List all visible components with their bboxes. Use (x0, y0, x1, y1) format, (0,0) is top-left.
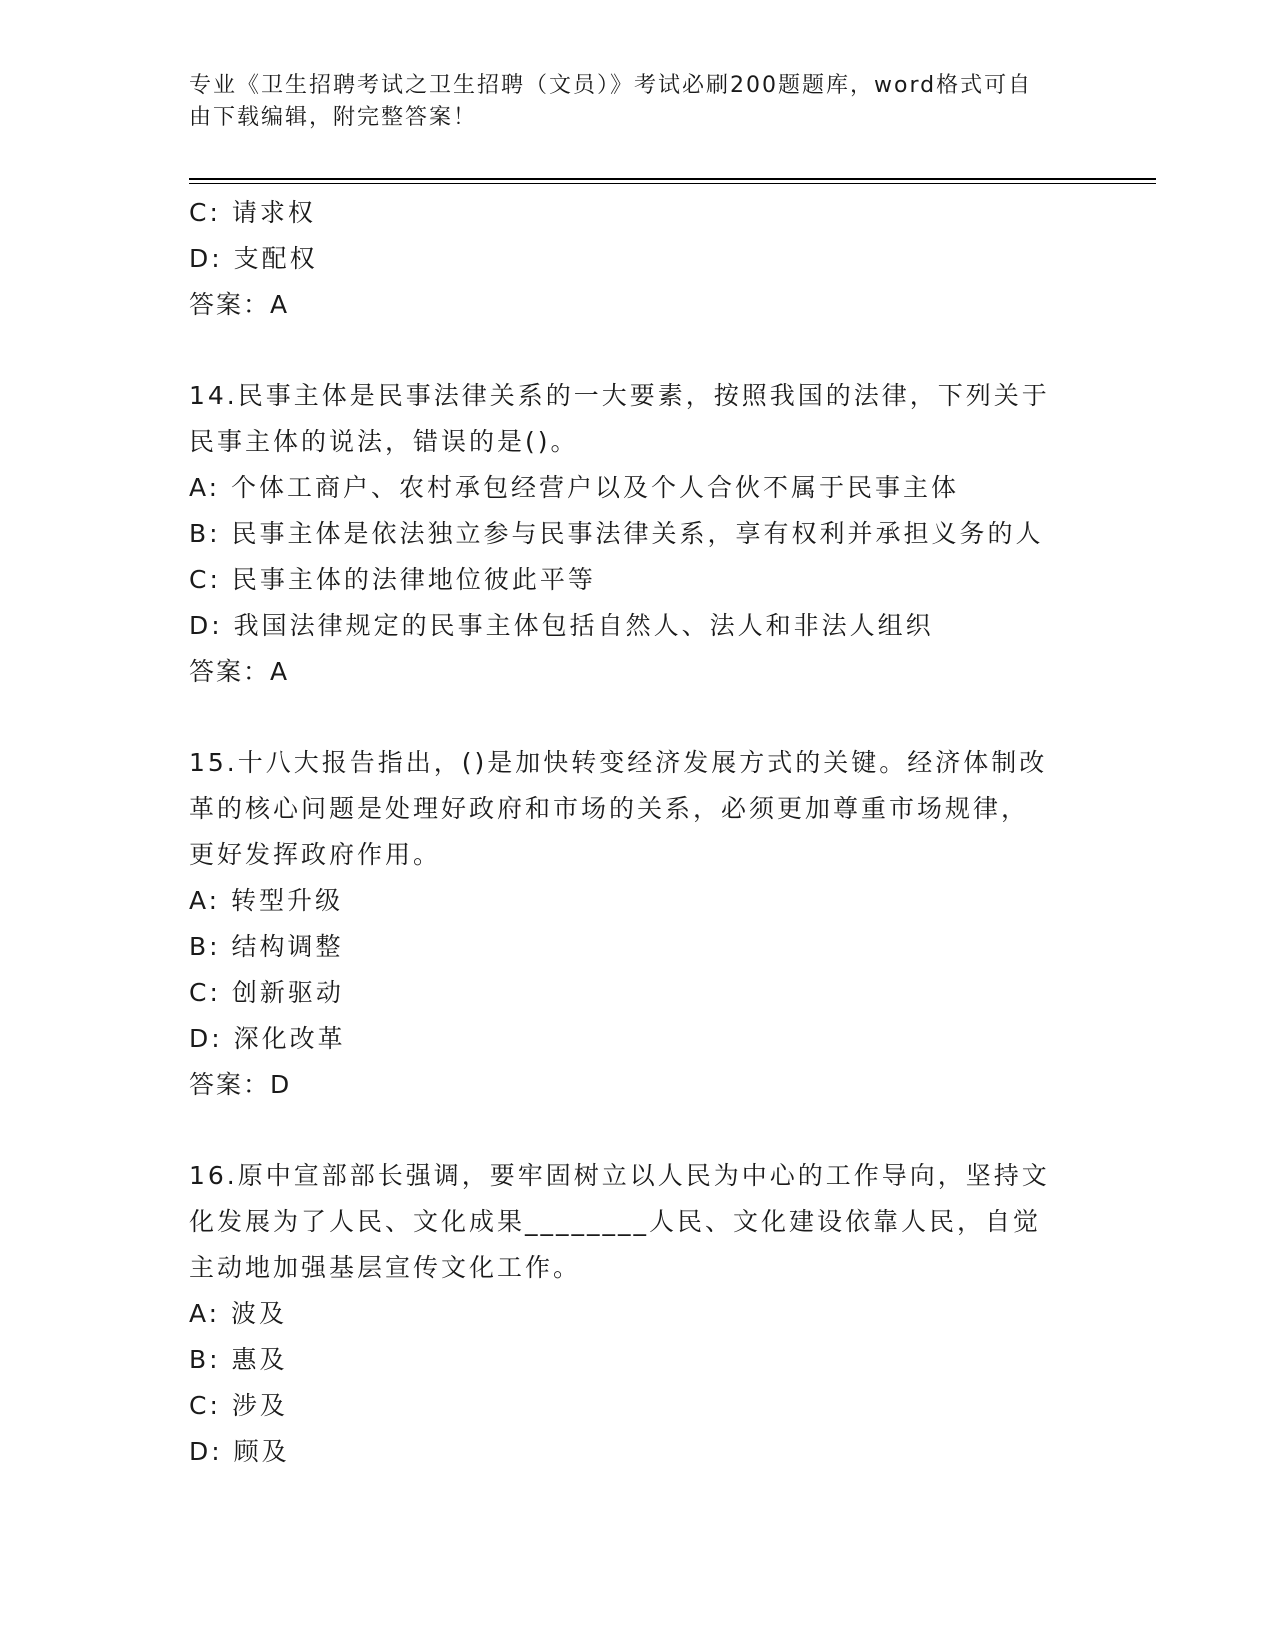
option-a: A: 个体工商户、农村承包经营户以及个人合伙不属于民事主体 (189, 473, 960, 502)
header-rule-thin (189, 183, 1156, 184)
spacer (189, 695, 1089, 740)
option-b: B: 惠及 (189, 1345, 288, 1374)
question-text-line: 16.原中宣部部长强调，要牢固树立以人民为中心的工作导向，坚持文 (189, 1161, 1050, 1190)
option-a: A: 转型升级 (189, 886, 344, 915)
option-c: C: 请求权 (189, 198, 316, 227)
question-text-line: 更好发挥政府作用。 (189, 840, 442, 869)
option-d: D: 我国法律规定的民事主体包括自然人、法人和非法人组织 (189, 611, 934, 640)
option-b: B: 民事主体是依法独立参与民事法律关系，享有权利并承担义务的人 (189, 519, 1044, 548)
question-16 (189, 1153, 1089, 1475)
option-c: C: 涉及 (189, 1391, 288, 1420)
header-title-line-2: 由下载编辑，附完整答案！ (189, 105, 478, 130)
answer-line: 答案：A (189, 290, 290, 319)
header-rule-thick (189, 178, 1156, 180)
option-a: A: 波及 (189, 1299, 288, 1328)
spacer (189, 328, 1089, 373)
option-d: D: 顾及 (189, 1437, 290, 1466)
header-title-line-1: 专业《卫生招聘考试之卫生招聘（文员）》考试必刷200题题库，word格式可自 (189, 73, 1033, 98)
option-c: C: 创新驱动 (189, 978, 344, 1007)
answer-line: 答案：D (189, 1070, 292, 1099)
question-14 (189, 373, 1089, 695)
question-text-line: 革的核心问题是处理好政府和市场的关系，必须更加尊重市场规律， (189, 794, 1030, 823)
option-d: D: 支配权 (189, 244, 318, 273)
option-c: C: 民事主体的法律地位彼此平等 (189, 565, 596, 594)
answer-line: 答案：A (189, 657, 290, 686)
option-b: B: 结构调整 (189, 932, 344, 961)
question-15 (189, 740, 1089, 1108)
question-text-line: 化发展为了人民、文化成果________人民、文化建设依靠人民，自觉 (189, 1207, 1042, 1236)
document-header (189, 70, 1069, 134)
spacer (189, 1108, 1089, 1153)
question-text-line: 民事主体的说法，错误的是()。 (189, 427, 579, 456)
question-text-line: 主动地加强基层宣传文化工作。 (189, 1253, 582, 1282)
question-content (189, 190, 1089, 1475)
question-text-line: 15.十八大报告指出，()是加快转变经济发展方式的关键。经济体制改 (189, 748, 1048, 777)
question-text-line: 14.民事主体是民事法律关系的一大要素，按照我国的法律，下列关于 (189, 381, 1050, 410)
prev-question-block (189, 190, 1089, 328)
option-d: D: 深化改革 (189, 1024, 346, 1053)
